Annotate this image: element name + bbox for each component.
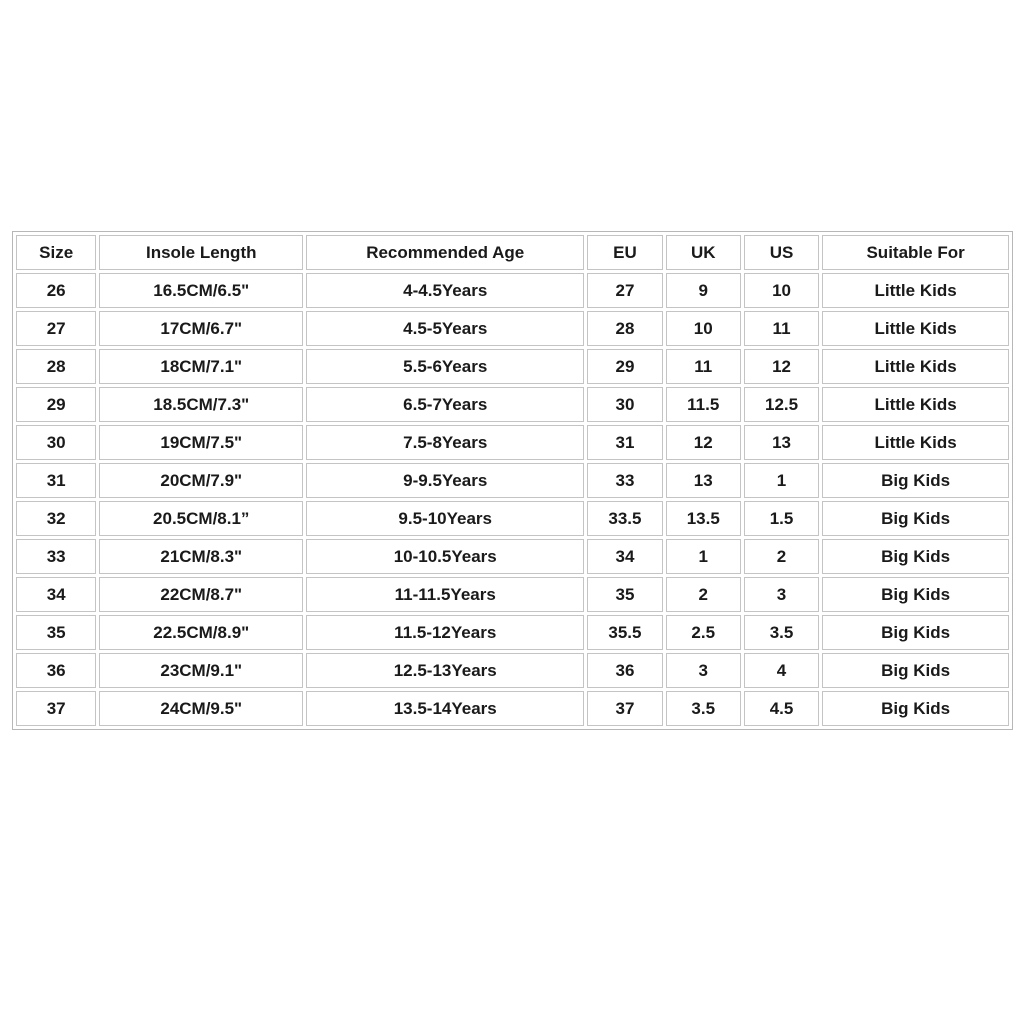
cell-uk: 1: [666, 539, 741, 574]
header-row: [16, 235, 1009, 270]
cell-recommended-age: 9.5-10Years: [306, 501, 584, 536]
cell-eu: 36: [587, 653, 662, 688]
cell-suitable-for: Little Kids: [822, 387, 1009, 422]
table-row: [16, 349, 1009, 384]
cell-us: 1: [744, 463, 819, 498]
cell-insole-length: 20.5CM/8.1”: [99, 501, 303, 536]
header-uk: UK: [666, 235, 741, 270]
cell-insole-length: 18CM/7.1": [99, 349, 303, 384]
cell-size: 29: [16, 387, 96, 422]
cell-us: 2: [744, 539, 819, 574]
cell-eu: 28: [587, 311, 662, 346]
table-row: [16, 653, 1009, 688]
cell-recommended-age: 10-10.5Years: [306, 539, 584, 574]
cell-eu: 33: [587, 463, 662, 498]
cell-insole-length: 21CM/8.3": [99, 539, 303, 574]
table-row: [16, 425, 1009, 460]
cell-suitable-for: Big Kids: [822, 463, 1009, 498]
cell-insole-length: 20CM/7.9": [99, 463, 303, 498]
table-header: [16, 235, 1009, 270]
cell-insole-length: 24CM/9.5": [99, 691, 303, 726]
cell-recommended-age: 4.5-5Years: [306, 311, 584, 346]
header-size: Size: [16, 235, 96, 270]
table-row: [16, 615, 1009, 650]
cell-eu: 30: [587, 387, 662, 422]
cell-size: 33: [16, 539, 96, 574]
cell-recommended-age: 11-11.5Years: [306, 577, 584, 612]
cell-recommended-age: 7.5-8Years: [306, 425, 584, 460]
table-row: [16, 387, 1009, 422]
cell-eu: 33.5: [587, 501, 662, 536]
cell-uk: 13: [666, 463, 741, 498]
cell-us: 1.5: [744, 501, 819, 536]
cell-suitable-for: Little Kids: [822, 425, 1009, 460]
cell-suitable-for: Big Kids: [822, 615, 1009, 650]
cell-suitable-for: Big Kids: [822, 539, 1009, 574]
table-row: [16, 691, 1009, 726]
table-row: [16, 311, 1009, 346]
cell-size: 28: [16, 349, 96, 384]
cell-suitable-for: Little Kids: [822, 311, 1009, 346]
cell-suitable-for: Big Kids: [822, 577, 1009, 612]
cell-eu: 29: [587, 349, 662, 384]
header-insole-length: Insole Length: [99, 235, 303, 270]
table-row: [16, 577, 1009, 612]
cell-uk: 3.5: [666, 691, 741, 726]
cell-size: 36: [16, 653, 96, 688]
cell-suitable-for: Little Kids: [822, 273, 1009, 308]
cell-uk: 13.5: [666, 501, 741, 536]
cell-suitable-for: Little Kids: [822, 349, 1009, 384]
cell-uk: 12: [666, 425, 741, 460]
cell-suitable-for: Big Kids: [822, 653, 1009, 688]
cell-uk: 11.5: [666, 387, 741, 422]
cell-insole-length: 22CM/8.7": [99, 577, 303, 612]
cell-recommended-age: 4-4.5Years: [306, 273, 584, 308]
table-row: [16, 273, 1009, 308]
header-eu: EU: [587, 235, 662, 270]
cell-insole-length: 22.5CM/8.9": [99, 615, 303, 650]
cell-eu: 37: [587, 691, 662, 726]
cell-us: 4.5: [744, 691, 819, 726]
cell-eu: 35: [587, 577, 662, 612]
cell-eu: 27: [587, 273, 662, 308]
cell-suitable-for: Big Kids: [822, 691, 1009, 726]
cell-insole-length: 19CM/7.5": [99, 425, 303, 460]
cell-eu: 34: [587, 539, 662, 574]
cell-us: 12: [744, 349, 819, 384]
cell-recommended-age: 13.5-14Years: [306, 691, 584, 726]
cell-uk: 10: [666, 311, 741, 346]
cell-size: 35: [16, 615, 96, 650]
cell-us: 13: [744, 425, 819, 460]
table-body: [16, 273, 1009, 726]
cell-size: 27: [16, 311, 96, 346]
cell-insole-length: 16.5CM/6.5": [99, 273, 303, 308]
cell-uk: 2: [666, 577, 741, 612]
cell-recommended-age: 5.5-6Years: [306, 349, 584, 384]
cell-eu: 31: [587, 425, 662, 460]
cell-uk: 9: [666, 273, 741, 308]
cell-eu: 35.5: [587, 615, 662, 650]
cell-us: 3.5: [744, 615, 819, 650]
cell-us: 12.5: [744, 387, 819, 422]
header-suitable-for: Suitable For: [822, 235, 1009, 270]
table-row: [16, 539, 1009, 574]
cell-uk: 3: [666, 653, 741, 688]
cell-us: 4: [744, 653, 819, 688]
cell-recommended-age: 11.5-12Years: [306, 615, 584, 650]
cell-size: 26: [16, 273, 96, 308]
table-row: [16, 463, 1009, 498]
cell-us: 3: [744, 577, 819, 612]
cell-size: 30: [16, 425, 96, 460]
cell-recommended-age: 6.5-7Years: [306, 387, 584, 422]
cell-size: 31: [16, 463, 96, 498]
cell-size: 32: [16, 501, 96, 536]
cell-size: 37: [16, 691, 96, 726]
size-chart-table: [12, 231, 1013, 730]
cell-recommended-age: 12.5-13Years: [306, 653, 584, 688]
cell-uk: 2.5: [666, 615, 741, 650]
cell-size: 34: [16, 577, 96, 612]
cell-recommended-age: 9-9.5Years: [306, 463, 584, 498]
cell-uk: 11: [666, 349, 741, 384]
cell-insole-length: 18.5CM/7.3": [99, 387, 303, 422]
header-us: US: [744, 235, 819, 270]
cell-insole-length: 23CM/9.1": [99, 653, 303, 688]
cell-us: 11: [744, 311, 819, 346]
table-row: [16, 501, 1009, 536]
header-recommended-age: Recommended Age: [306, 235, 584, 270]
cell-us: 10: [744, 273, 819, 308]
cell-suitable-for: Big Kids: [822, 501, 1009, 536]
cell-insole-length: 17CM/6.7": [99, 311, 303, 346]
